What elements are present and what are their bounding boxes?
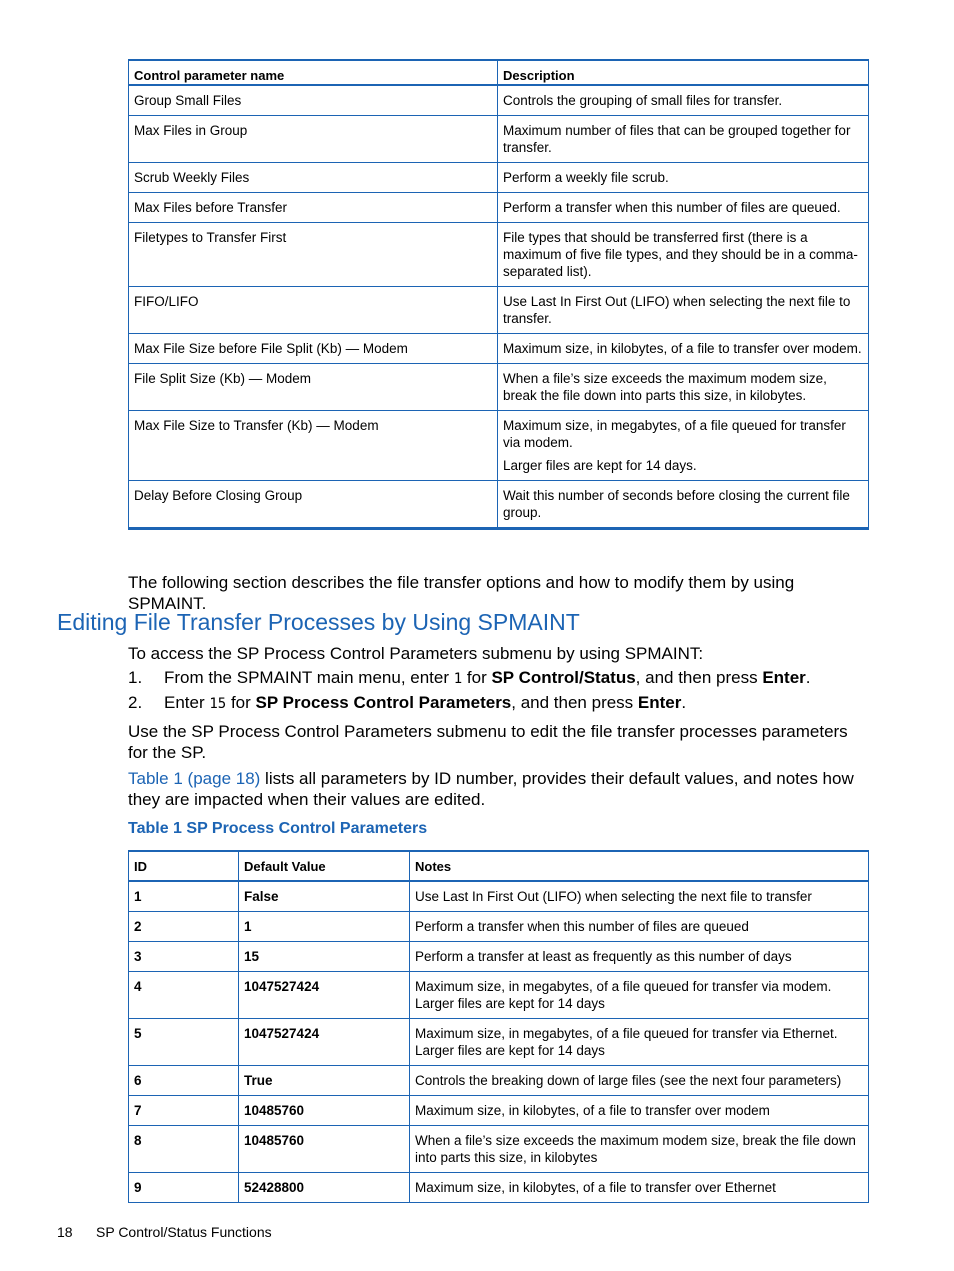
description-cell (498, 481, 869, 529)
step-text: , and then press (635, 668, 763, 687)
table-reference-link[interactable]: Table 1 (page 18) (128, 769, 261, 788)
parameter-name-cell: FIFO/LIFO (129, 287, 498, 334)
table-row (129, 1126, 869, 1173)
control-parameters-table-body (129, 85, 869, 529)
table-row (129, 116, 869, 163)
process-control-parameters-table-body (129, 881, 869, 1203)
default-value-cell: 15 (239, 942, 410, 972)
steps-list (128, 667, 868, 717)
description-text: Perform a weekly file scrub. (503, 170, 669, 185)
step-number: 2. (128, 693, 143, 712)
notes-cell: Maximum size, in megabytes, of a file queued for transfer via Ethernet. Larger files are kept for 14 days (410, 1019, 869, 1066)
step-menu-name: SP Control/Status (491, 668, 636, 687)
id-cell: 3 (129, 942, 239, 972)
id-cell: 2 (129, 912, 239, 942)
parameter-name-cell: Max Files in Group (129, 116, 498, 163)
step-menu-name: SP Process Control Parameters (255, 693, 512, 712)
default-value-cell: 1047527424 (239, 1019, 410, 1066)
table-row (129, 411, 869, 481)
table-caption: Table 1 SP Process Control Parameters (128, 820, 428, 837)
footer-title: SP Control/Status Functions (96, 1224, 272, 1240)
description-text: File types that should be transferred first (there is a maximum of five file types, and they should be in a comma-separated list). (503, 230, 858, 279)
default-value-cell: 10485760 (239, 1096, 410, 1126)
column-header-id: ID (129, 851, 239, 881)
parameter-name-cell: File Split Size (Kb) — Modem (129, 364, 498, 411)
table-row (129, 942, 869, 972)
description-cell (498, 85, 869, 116)
description-cell (498, 411, 869, 481)
description-cell (498, 116, 869, 163)
step-text: for (462, 668, 492, 687)
access-text: To access the SP Process Control Parameters submenu by using SPMAINT: (128, 644, 704, 663)
intro-sentence: The following section describes the file transfer options and how to modify them by using SPMAINT. (128, 573, 795, 613)
step-text: for (226, 693, 256, 712)
table-row (129, 193, 869, 223)
page-number: 18 (57, 1224, 73, 1240)
table-row (129, 287, 869, 334)
step-text: From the SPMAINT main menu, enter (164, 668, 454, 687)
parameter-name-cell: Group Small Files (129, 85, 498, 116)
page-footer (57, 1222, 272, 1242)
notes-cell: Use Last In First Out (LIFO) when selecting the next file to transfer (410, 881, 869, 912)
description-text: Larger files are kept for 14 days. (503, 458, 697, 473)
table-row (129, 334, 869, 364)
id-cell: 5 (129, 1019, 239, 1066)
default-value-cell: True (239, 1066, 410, 1096)
step-number: 1. (128, 668, 143, 687)
table-header-row (129, 851, 869, 881)
default-value-cell: 10485760 (239, 1126, 410, 1173)
description-text: Use Last In First Out (LIFO) when selecting the next file to transfer. (503, 294, 851, 326)
notes-cell: Perform a transfer when this number of files are queued (410, 912, 869, 942)
id-cell: 4 (129, 972, 239, 1019)
notes-cell: Maximum size, in kilobytes, of a file to transfer over Ethernet (410, 1173, 869, 1203)
id-cell: 9 (129, 1173, 239, 1203)
table-reference-paragraph (128, 768, 868, 810)
table-row (129, 1019, 869, 1066)
default-value-cell: 1047527424 (239, 972, 410, 1019)
table-row (129, 85, 869, 116)
control-parameters-table (128, 59, 869, 530)
description-cell (498, 287, 869, 334)
table-row (129, 163, 869, 193)
table-row (129, 912, 869, 942)
table-reference-text: lists all parameters by ID number, provides their default values, and notes how they are impacted when their values are edited. (128, 769, 854, 809)
id-cell: 8 (129, 1126, 239, 1173)
process-control-parameters-table (128, 850, 869, 1203)
parameter-name-cell: Delay Before Closing Group (129, 481, 498, 529)
parameter-name-cell: Scrub Weekly Files (129, 163, 498, 193)
table-row (129, 364, 869, 411)
notes-cell: Controls the breaking down of large files (see the next four parameters) (410, 1066, 869, 1096)
step-code: 1 (453, 671, 463, 687)
table-row (129, 881, 869, 912)
table-row (129, 1066, 869, 1096)
notes-cell: When a file’s size exceeds the maximum modem size, break the file down into parts this size, in kilobytes (410, 1126, 869, 1173)
id-cell: 6 (129, 1066, 239, 1096)
description-text: Wait this number of seconds before closing the current file group. (503, 488, 850, 520)
step-text: . (681, 693, 687, 712)
description-cell (498, 364, 869, 411)
default-value-cell: 52428800 (239, 1173, 410, 1203)
parameter-name-cell: Filetypes to Transfer First (129, 223, 498, 287)
table-row (129, 223, 869, 287)
description-text: Maximum size, in kilobytes, of a file to transfer over modem. (503, 341, 862, 356)
parameter-name-cell: Max Files before Transfer (129, 193, 498, 223)
notes-cell: Maximum size, in megabytes, of a file queued for transfer via modem. Larger files are kept for 14 days (410, 972, 869, 1019)
table-row (129, 972, 869, 1019)
step-key: Enter (762, 668, 806, 687)
default-value-cell: 1 (239, 912, 410, 942)
step-item (128, 667, 868, 692)
step-text: , and then press (511, 693, 638, 712)
description-cell (498, 193, 869, 223)
table-header-row (129, 60, 869, 85)
notes-cell: Perform a transfer at least as frequently as this number of days (410, 942, 869, 972)
description-text: Controls the grouping of small files for transfer. (503, 93, 783, 108)
parameter-name-cell: Max File Size to Transfer (Kb) — Modem (129, 411, 498, 481)
id-cell: 7 (129, 1096, 239, 1126)
table-row (129, 1096, 869, 1126)
column-header-notes: Notes (410, 851, 869, 881)
step-item (128, 692, 868, 717)
id-cell: 1 (129, 881, 239, 912)
step-text: Enter (164, 693, 210, 712)
column-header-description: Description (498, 60, 869, 85)
description-text: Perform a transfer when this number of files are queued. (503, 200, 841, 215)
section-title: Editing File Transfer Processes by Using SPMAINT (57, 609, 580, 635)
step-text: . (805, 668, 811, 687)
description-cell (498, 223, 869, 287)
description-cell (498, 334, 869, 364)
column-header-name: Control parameter name (129, 60, 498, 85)
column-header-default-value: Default Value (239, 851, 410, 881)
description-text: When a file’s size exceeds the maximum modem size, break the file down into parts this size, in kilobytes. (503, 371, 827, 403)
default-value-cell: False (239, 881, 410, 912)
description-text: Maximum size, in megabytes, of a file queued for transfer via modem. (503, 418, 846, 450)
step-key: Enter (637, 693, 682, 712)
parameter-name-cell: Max File Size before File Split (Kb) — Modem (129, 334, 498, 364)
table-row (129, 1173, 869, 1203)
table-row (129, 481, 869, 529)
notes-cell: Maximum size, in kilobytes, of a file to transfer over modem (410, 1096, 869, 1126)
description-cell (498, 163, 869, 193)
submenu-text: Use the SP Process Control Parameters submenu to edit the file transfer processes parameters for the SP. (128, 722, 848, 762)
step-code: 15 (209, 696, 227, 712)
description-text: Maximum number of files that can be grouped together for transfer. (503, 123, 851, 155)
